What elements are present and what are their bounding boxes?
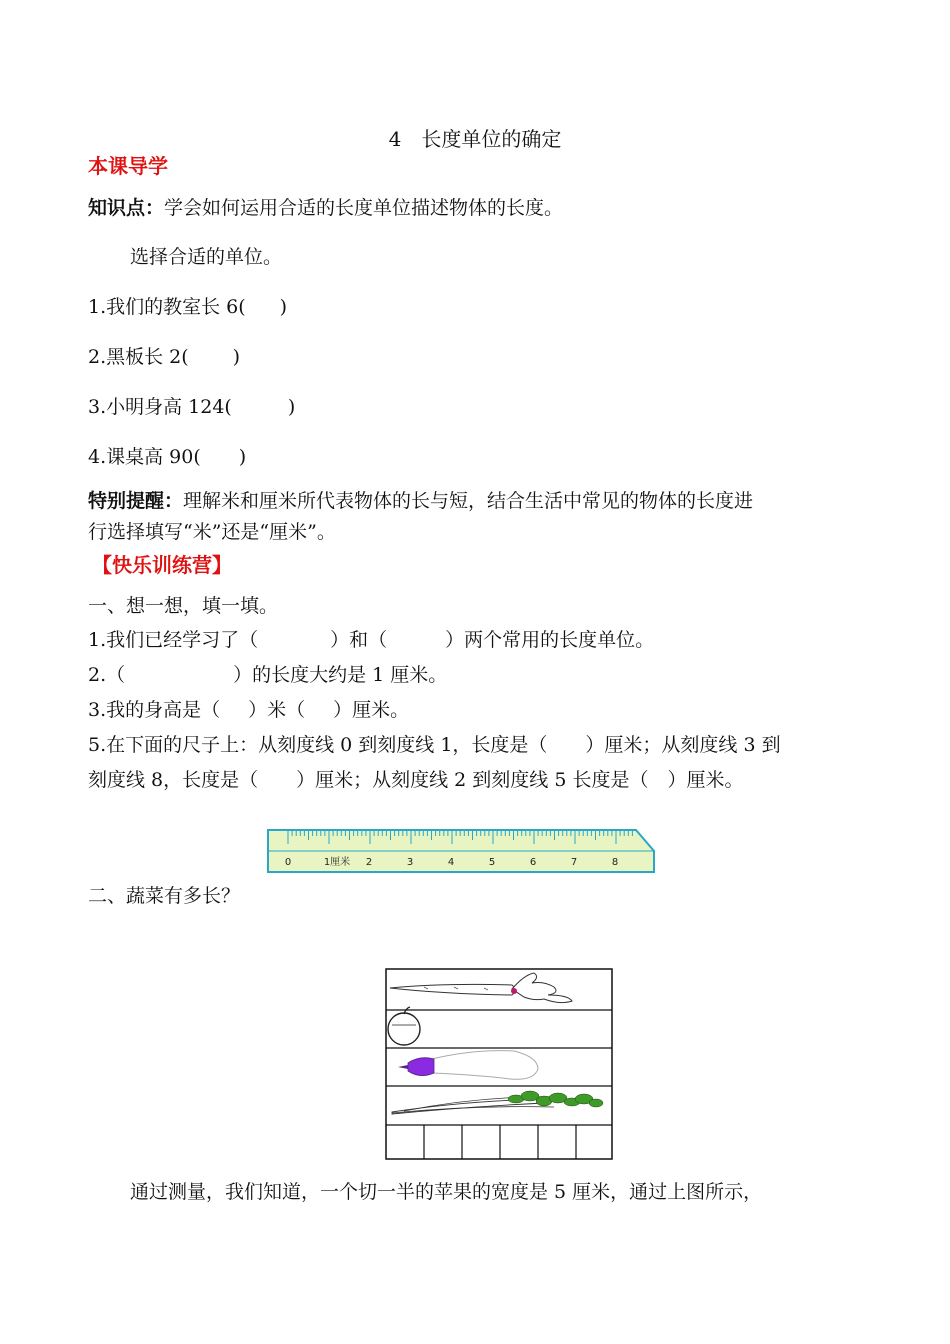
question-1: 1.我们已经学习了（ ）和（ ）两个常用的长度单位。 <box>88 629 655 651</box>
ruler-figure <box>266 828 666 878</box>
ruler-label: 3 <box>406 857 414 868</box>
question-5-line-1: 5.在下面的尺子上：从刻度线 0 到刻度线 1，长度是（ ）厘米；从刻度线 3 到 <box>88 734 781 756</box>
knowledge-label: 知识点： <box>88 197 165 219</box>
ruler-label: 5 <box>488 857 496 868</box>
camp-heading: 【快乐训练营】 <box>92 553 232 577</box>
guide-heading: 本课导学 <box>88 154 168 178</box>
ruler-label: 1厘米 <box>323 857 351 868</box>
ruler-label: 4 <box>447 857 455 868</box>
choice-item: 3.小明身高 124( ) <box>88 396 296 418</box>
ruler-label: 6 <box>529 857 537 868</box>
vegetable-grid <box>384 967 616 1163</box>
choice-item: 1.我们的教室长 6( ) <box>88 296 288 318</box>
knowledge-line <box>88 196 563 220</box>
question-3: 3.我的身高是（ ）米（ ）厘米。 <box>88 699 410 721</box>
reminder-line-1: 特别提醒：理解米和厘米所代表物体的长与短，结合生活中常见的物体的长度进 <box>88 490 754 512</box>
section1-heading: 一、想一想，填一填。 <box>88 595 279 617</box>
question-2: 2.（ ）的长度大约是 1 厘米。 <box>88 664 448 686</box>
section2-heading: 二、蔬菜有多长？ <box>88 885 241 907</box>
choice-item: 4.课桌高 90( ) <box>88 446 247 468</box>
question-5-line-2: 刻度线 8，长度是（ ）厘米；从刻度线 2 到刻度线 5 长度是（ ）厘米。 <box>88 769 744 791</box>
ruler-label: 8 <box>611 857 619 868</box>
ruler-label: 7 <box>570 857 578 868</box>
knowledge-text: 学会如何运用合适的长度单位描述物体的长度。 <box>164 197 564 219</box>
ruler-label: 0 <box>284 857 292 868</box>
reminder-line-2: 行选择填写“米”还是“厘米”。 <box>88 521 336 543</box>
ruler-label: 2 <box>365 857 373 868</box>
page-title: 4 长度单位的确定 <box>388 127 562 151</box>
measure-text: 通过测量，我们知道，一个切一半的苹果的宽度是 5 厘米，通过上图所示， <box>130 1181 763 1203</box>
reminder-label: 特别提醒： <box>88 490 184 512</box>
choose-prompt: 选择合适的单位。 <box>130 246 283 268</box>
choice-item: 2.黑板长 2( ) <box>88 346 241 368</box>
